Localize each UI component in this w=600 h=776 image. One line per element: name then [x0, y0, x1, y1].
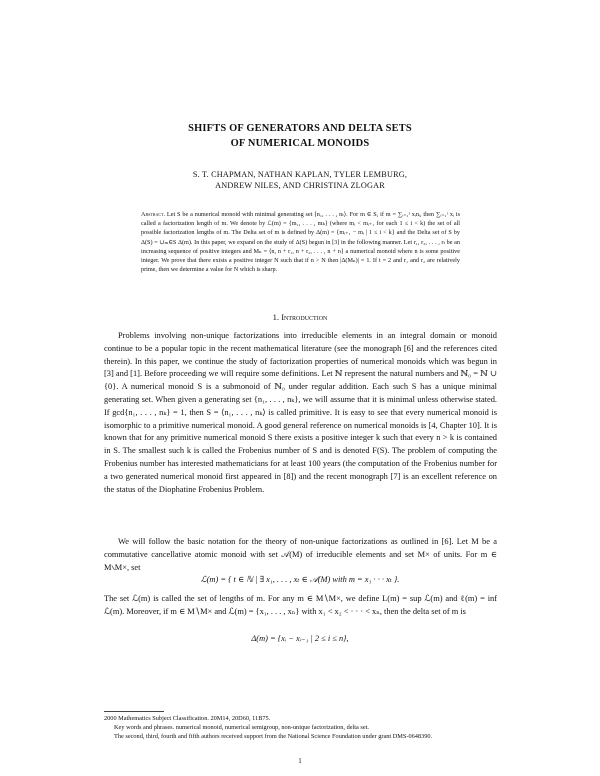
intro-paragraph-2: We will follow the basic notation for the theory of non-unique factorizations as outlined in [6]. Let M be a commutative cancellative atomic monoid with set 𝒜(M) of irreducible elements and set M× of units. For m ∈ M∖M×, set: [104, 537, 497, 572]
abstract-label: Abstract.: [141, 211, 166, 218]
section-heading-text: 1. Introduction: [272, 312, 328, 322]
abstract: [141, 210, 460, 274]
authors-line-2: ANDREW NILES, AND CHRISTINA ZLOGAR: [215, 181, 385, 190]
section-heading: [0, 312, 600, 322]
footnote-keywords: Key words and phrases. numerical monoid, numerical semigroup, non-unique factorization, delta set.: [114, 724, 369, 731]
page-number: 1: [298, 757, 302, 765]
footnote-funding: The second, third, fourth and fifth authors received support from the National Science Foundation under grant DMS-0648390.: [114, 733, 433, 740]
abstract-text: Let S be a numerical monoid with minimal generating set ⟨n₁, . . . , nₜ⟩. For m ∈ S, if m = ∑ᵢ₌₁ᵗ xᵢnᵢ, then ∑ᵢ₌₁ᵗ xᵢ is called a factorization length of m. We denote by ℒ(m) = {m₁, . . . , mₖ} (where mᵢ < mᵢ₊₁ for each 1 ≤ i < k) the set of all possible factorization lengths of m. The Delta set of m is defined by Δ(m) = {mᵢ₊₁ − mᵢ | 1 ≤ i < k} and the Delta set of S by Δ(S) = ∪ₘ∈S Δ(m). In this paper, we expand on the study of Δ(S) begun in [3] in the following manner. Let r₁, r₂, . . . , rₜ be an increasing sequence of positive integers and Mₙ = ⟨n, n + r₁, n + r₂, . . . , n + rₜ⟩ a numerical monoid where n is some positive integer. We prove that there exists a positive integer N such that if n > N then |Δ(Mₙ)| = 1. If t = 2 and r₁ and r₂ are relatively prime, then we determine a value for N which is sharp.: [141, 211, 460, 274]
equation-set-of-lengths: ℒ(m) = { t ∈ ℕ | ∃ x₁, . . . , xₜ ∈ 𝒜(M) with m = x₁ · · · xₜ }.: [200, 575, 400, 584]
footnote-msc: 2000 Mathematics Subject Classification. 20M14, 20D60, 11B75.: [104, 715, 271, 722]
footnote-divider: [104, 711, 164, 712]
intro-paragraph-1: Problems involving non-unique factorizations into irreducible elements in an integral domain or monoid continue to be a popular topic in the recent mathematical literature (see the monograph [6] and the references cited therein). In this paper, we continue the study of factorization properties of numerical monoids which was begun in [3] and [1]. Before proceeding we will require some definitions. Let ℕ represent the natural numbers and ℕ₀ = ℕ ∪ {0}. A numerical monoid S is a submonoid of ℕ₀ under regular addition. Each such S has a unique minimal generating set. When given a generating set {n₁, . . . , nₖ}, we will assume that it is minimal unless otherwise stated. If gcd{n₁, . . . , nₖ} = 1, then S = ⟨n₁, . . . , nₖ⟩ is called primitive. It is easy to see that every numerical monoid is isomorphic to a primitive numerical monoid. A good general reference on numerical monoids is [4, Chapter 10]. It is known that for any primitive numerical monoid S there exists a positive integer k such that every n > k is contained in S. The smallest such k is called the Frobenius number of S and is denoted F(S). The problem of computing the Frobenius number has interested mathematicians for at least 100 years (the computation of the Frobenius number for a two generated numerical monoid first appeared in [8]) and the recent monograph [7] is an excellent reference on the status of the Diophatine Frobenius Problem.: [104, 331, 497, 494]
intro-paragraph-3: The set ℒ(m) is called the set of lengths of m. For any m ∈ M∖M×, we define L(m) = sup ℒ(m) and ℓ(m) = inf ℒ(m). Moreover, if m ∈ M∖M× and ℒ(m) = {x₁, . . . , xₙ} with x₁ < x₂ < · · · < xₙ, then the delta set of m is: [104, 594, 497, 616]
paper-title-line-2: OF NUMERICAL MONOIDS: [230, 138, 370, 149]
equation-delta-set: Δ(m) = {xᵢ − xᵢ₋₁ | 2 ≤ i ≤ n},: [251, 634, 349, 643]
authors-line-1: S. T. CHAPMAN, NATHAN KAPLAN, TYLER LEMBURG,: [192, 170, 408, 179]
paper-title-line-1: SHIFTS OF GENERATORS AND DELTA SETS: [188, 123, 412, 134]
